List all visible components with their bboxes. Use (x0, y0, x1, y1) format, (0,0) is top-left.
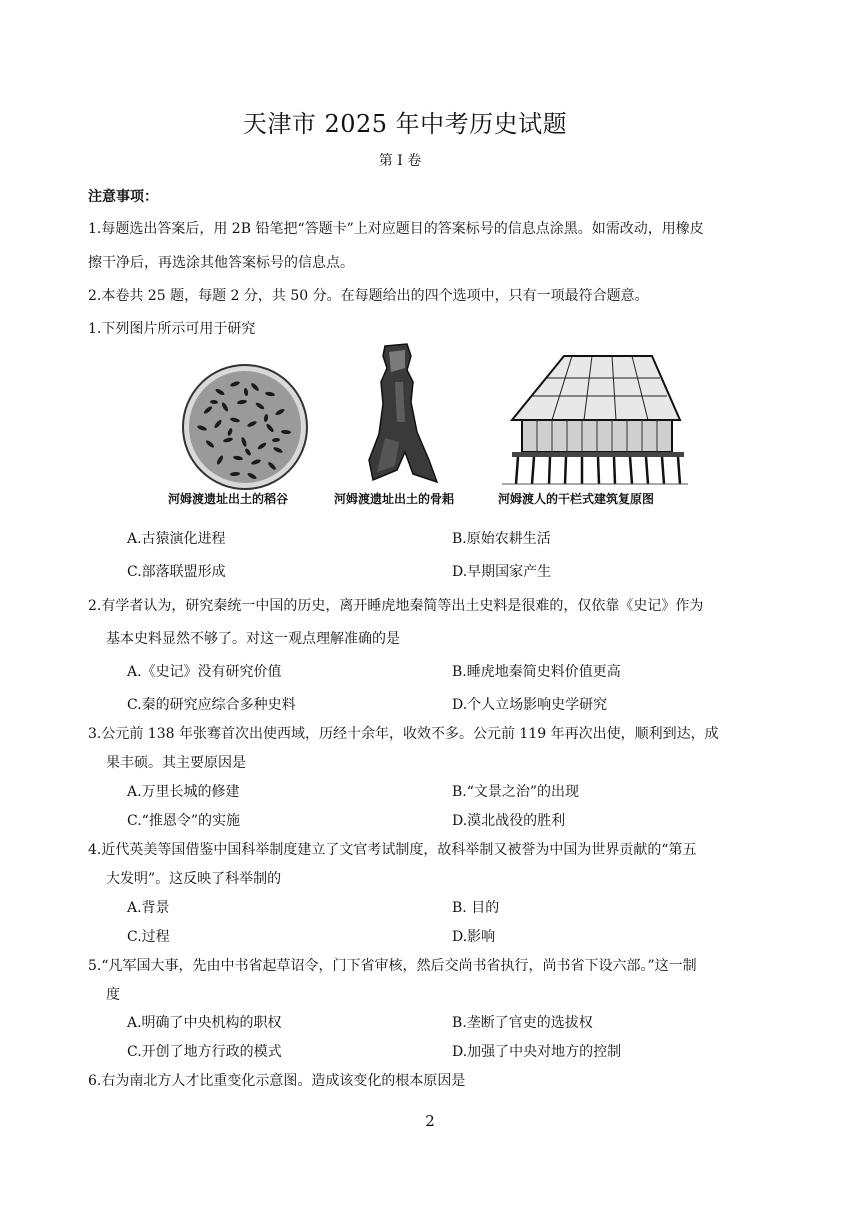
q2-stem-line-2: 基本史料显然不够了。对这一观点理解准确的是 (106, 631, 400, 647)
q5-option-d[interactable]: D.加强了中央对地方的控制 (452, 1044, 622, 1060)
notice-line-1: 1.每题选出答案后，用 2B 铅笔把“答题卡”上对应题目的答案标号的信息点涂黑。如需改动，用橡皮 (88, 221, 704, 237)
rice-grains-image (180, 362, 310, 492)
notice-line-3: 2.本卷共 25 题，每题 2 分，共 50 分。在每题给出的四个选项中，只有一项最符合题意。 (88, 288, 649, 304)
q4-option-a[interactable]: A.背景 (127, 900, 170, 916)
q1-option-c[interactable]: C.部落联盟形成 (127, 564, 226, 580)
q2-option-c[interactable]: C.秦的研究应综合多种史料 (127, 697, 296, 713)
q2-option-d[interactable]: D.个人立场影响史学研究 (452, 697, 608, 713)
figure-caption-rice: 河姆渡遗址出土的稻谷 (168, 492, 289, 506)
figure-caption-stilt-house: 河姆渡人的干栏式建筑复原图 (498, 492, 655, 506)
figure-caption-bone-spade: 河姆渡遗址出土的骨耜 (334, 492, 455, 506)
q4-option-b[interactable]: B. 目的 (452, 900, 500, 916)
page-title: 天津市 2025 年中考历史试题 (242, 110, 568, 138)
q5-stem-line-2: 度 (106, 987, 120, 1003)
q3-stem-line-2: 果丰硕。其主要原因是 (106, 755, 246, 771)
q5-option-c[interactable]: C.开创了地方行政的模式 (127, 1044, 282, 1060)
q4-stem-line-2: 大发明”。这反映了科举制的 (106, 871, 282, 887)
q3-option-a[interactable]: A.万里长城的修建 (127, 784, 240, 800)
q1-option-b[interactable]: B.原始农耕生活 (452, 531, 551, 547)
stilt-house-image (492, 350, 692, 488)
q5-stem-line-1: 5.“凡军国大事，先由中书省起草诏令，门下省审核，然后交尚书省执行，尚书省下设六部。”这一制 (88, 958, 697, 974)
q4-stem-line-1: 4.近代英美等国借鉴中国科举制度建立了文官考试制度，故科举制又被誉为中国为世界贡献的“第五 (88, 842, 697, 858)
q5-option-b[interactable]: B.垄断了官吏的选拔权 (452, 1015, 593, 1031)
volume-label: 第 I 卷 (378, 153, 422, 169)
q1-option-d[interactable]: D.早期国家产生 (452, 564, 552, 580)
q1-option-a[interactable]: A.古猿演化进程 (127, 531, 226, 547)
q3-option-c[interactable]: C.“推恩令”的实施 (127, 813, 240, 829)
page-number: 2 (425, 1112, 435, 1130)
q3-option-d[interactable]: D.漠北战役的胜利 (452, 813, 566, 829)
bone-spade-image (355, 342, 445, 487)
q3-option-b[interactable]: B.“文景之治”的出现 (452, 784, 580, 800)
q6-stem: 6.右为南北方人才比重变化示意图。造成该变化的根本原因是 (88, 1073, 466, 1089)
q2-stem-line-1: 2.有学者认为，研究秦统一中国的历史，离开睡虎地秦简等出土史料是很难的，仅依靠《史记》作为 (88, 598, 704, 614)
q2-option-b[interactable]: B.睡虎地秦简史料价值更高 (452, 664, 621, 680)
notice-line-2: 擦干净后，再选涂其他答案标号的信息点。 (88, 255, 354, 271)
q5-option-a[interactable]: A.明确了中央机构的职权 (127, 1015, 282, 1031)
q3-stem-line-1: 3.公元前 138 年张骞首次出使西域，历经十余年，收效不多。公元前 119 年再次出使，顺利到达，成 (88, 726, 719, 742)
q2-option-a[interactable]: A.《史记》没有研究价值 (127, 664, 282, 680)
notice-heading: 注意事项： (88, 189, 158, 205)
q4-option-c[interactable]: C.过程 (127, 929, 170, 945)
q1-stem: 1.下列图片所示可用于研究 (88, 321, 256, 337)
q4-option-d[interactable]: D.影响 (452, 929, 496, 945)
